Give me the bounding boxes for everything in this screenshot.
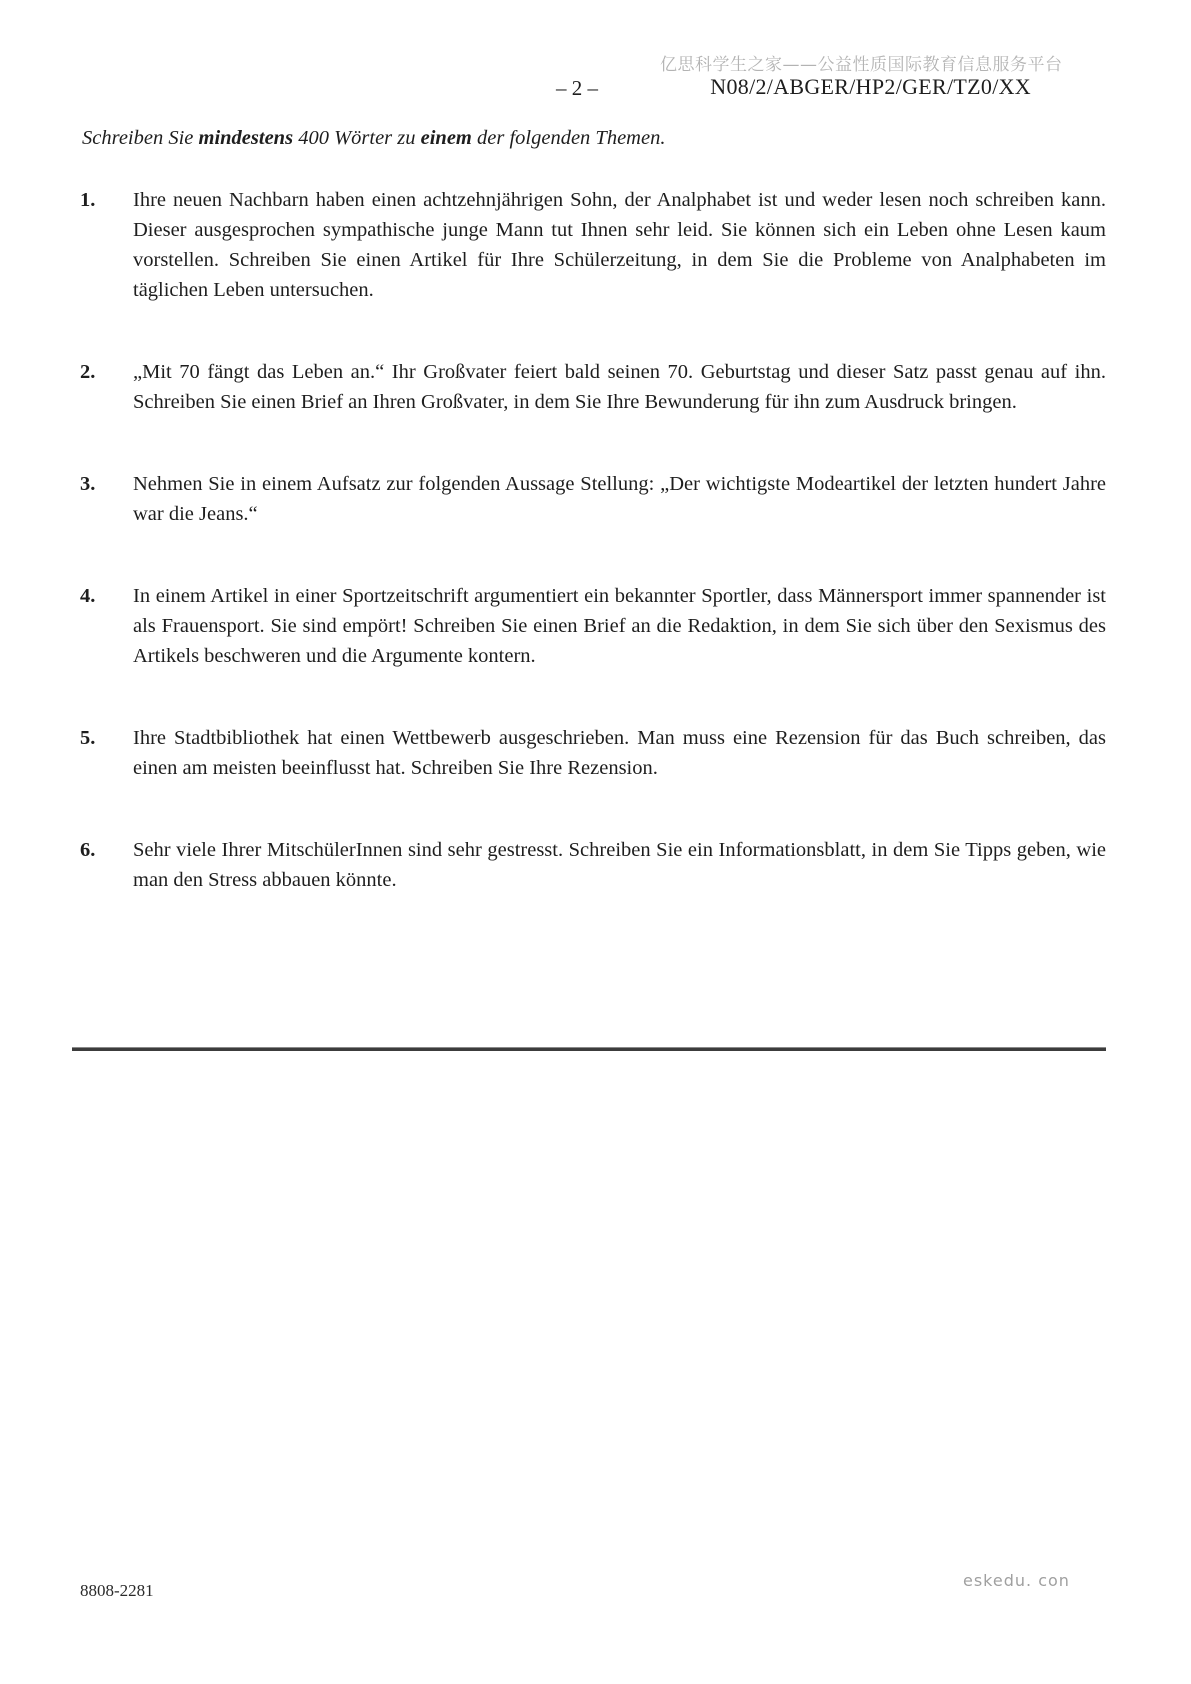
topic-text: Sehr viele Ihrer MitschülerInnen sind sehr gestresst. Schreiben Sie ein Informationsblatt, in dem Sie Tipps geben, wie man den Stress abbauen könnte. bbox=[133, 839, 1106, 891]
chinese-watermark: 亿思科学生之家——公益性质国际教育信息服务平台 bbox=[660, 55, 1063, 75]
topic-item-6 bbox=[80, 835, 1106, 895]
topic-number: 5. bbox=[80, 727, 96, 749]
topic-item-5 bbox=[80, 723, 1106, 783]
instruction-bold-mindestens: mindestens bbox=[198, 127, 294, 149]
instruction-part-2: 400 Wörter zu bbox=[293, 127, 421, 149]
topic-text: Ihre neuen Nachbarn haben einen achtzehnjährigen Sohn, der Analphabet ist und weder lesen noch schreiben kann. Dieser ausgesprochen sympathische junge Mann tut Ihnen sehr leid. Sie können sich ein Leben ohne Lesen kaum vorstellen. Schreiben Sie einen Artikel für Ihre Schülerzeitung, in dem Sie die Probleme von Analphabeten im täglichen Leben untersuchen. bbox=[133, 189, 1106, 301]
topic-number: 6. bbox=[80, 839, 96, 861]
topic-item-1 bbox=[80, 185, 1106, 305]
topic-item-4 bbox=[80, 581, 1106, 671]
topic-item-3 bbox=[80, 469, 1106, 529]
instruction-line bbox=[82, 127, 1105, 150]
topic-list bbox=[80, 185, 1106, 947]
topic-text: Ihre Stadtbibliothek hat einen Wettbewerb ausgeschrieben. Man muss eine Rezension für das Buch schreiben, das einen am meisten beeinflusst hat. Schreiben Sie Ihre Rezension. bbox=[133, 727, 1106, 779]
topic-number: 4. bbox=[80, 585, 96, 607]
topic-text: In einem Artikel in einer Sportzeitschrift argumentiert ein bekannter Sportler, dass Männersport immer spannender ist als Frauensport. Sie sind empört! Schreiben Sie einen Brief an die Redaktion, in dem Sie sich über den Sexismus des Artikels beschweren und die Argumente kontern. bbox=[133, 585, 1106, 667]
topic-number: 1. bbox=[80, 189, 96, 211]
site-watermark: eskedu. con bbox=[963, 1571, 1070, 1590]
instruction-part-3: der folgenden Themen. bbox=[471, 127, 666, 149]
topic-item-2 bbox=[80, 357, 1106, 417]
instruction-part-1: Schreiben Sie bbox=[82, 127, 199, 149]
topic-number: 3. bbox=[80, 473, 96, 495]
topic-number: 2. bbox=[80, 361, 96, 383]
horizontal-rule bbox=[72, 1047, 1106, 1051]
instruction-bold-einem: einem bbox=[420, 127, 472, 149]
page-number: – 2 – bbox=[556, 76, 598, 100]
topic-text: Nehmen Sie in einem Aufsatz zur folgenden Aussage Stellung: „Der wichtigste Modeartikel der letzten hundert Jahre war die Jeans.“ bbox=[133, 473, 1106, 525]
document-code: 8808-2281 bbox=[80, 1581, 154, 1600]
exam-paper-code: N08/2/ABGER/HP2/GER/TZ0/XX bbox=[710, 74, 1031, 99]
topic-text: „Mit 70 fängt das Leben an.“ Ihr Großvater feiert bald seinen 70. Geburtstag und dieser Satz passt genau auf ihn. Schreiben Sie einen Brief an Ihren Großvater, in dem Sie Ihre Bewunderung für ihn zum Ausdruck bringen. bbox=[133, 361, 1106, 413]
